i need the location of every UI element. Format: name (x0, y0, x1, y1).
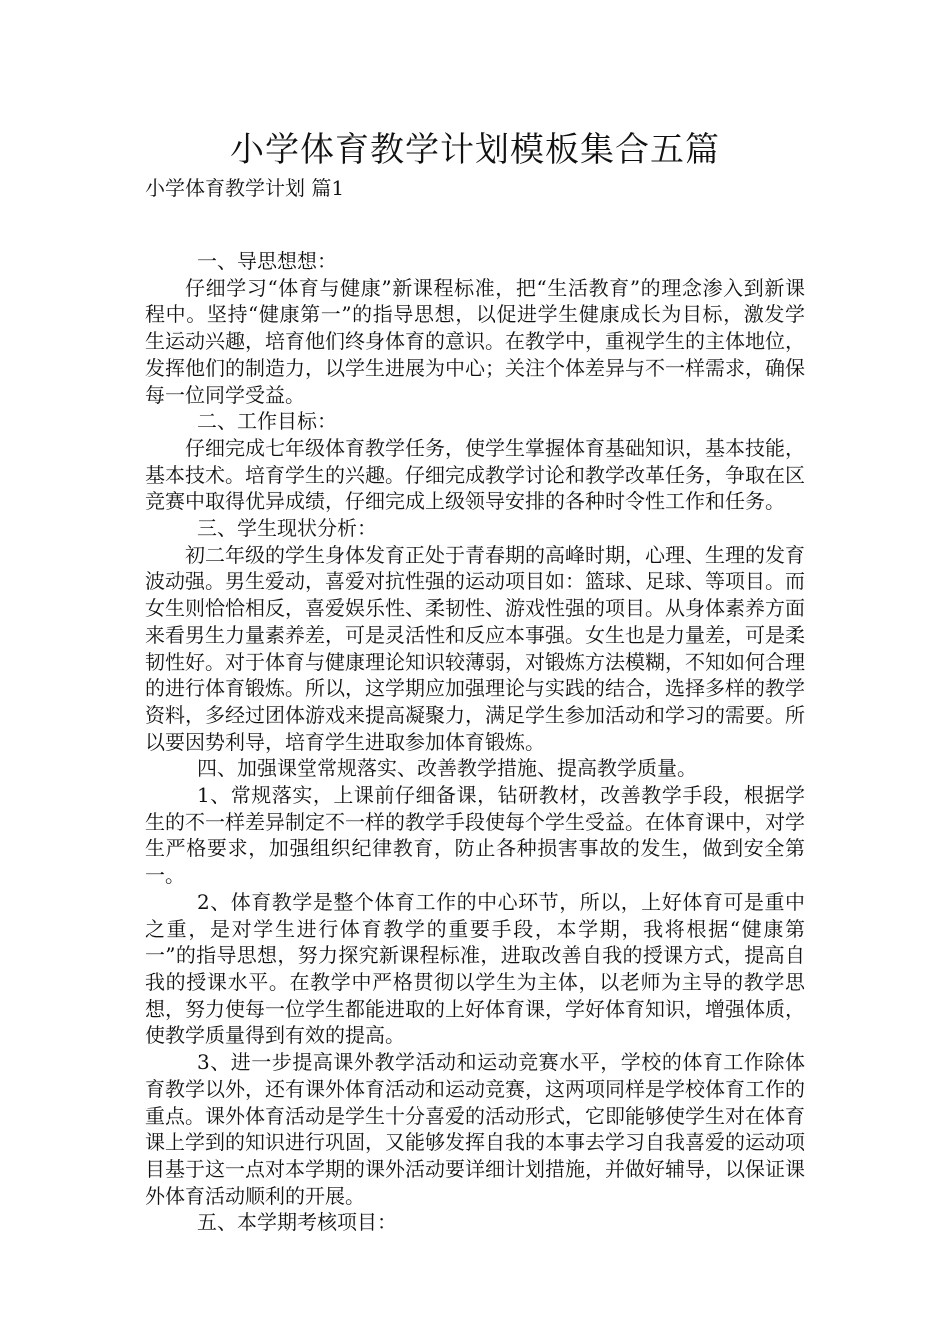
paragraph-guiding-ideology: 仔细学习“体育与健康”新课程标准，把“生活教育”的理念渗入到新课程中。坚持“健康第一”的指导思想，以促进学生健康成长为目标，激发学生运动兴趣，培育他们终身体育的意识。在教学中，重视学生的主体地位，发挥他们的制造力，以学生进展为中心；关注个体差异与不一样需求，确保每一位同学受益。 (145, 275, 805, 407)
section-heading-guiding-ideology: 一、导思想想： (197, 249, 337, 273)
section-heading-student-analysis: 三、学生现状分析： (197, 516, 377, 541)
paragraph-item-3: 3、进一步提高课外教学活动和运动竞赛水平，学校的体育工作除体育教学以外，还有课外体育活动和运动竞赛，这两项同样是学校体育工作的重点。课外体育活动是学生十分喜爱的活动形式，它即能够使学生对在体育课上学到的知识进行巩固，又能够发挥自我的本事去学习自我喜爱的运动项目基于这一点对本学期的课外活动要详细计划措施，并做好辅导，以保证课外体育活动顺利的开展。 (145, 1050, 805, 1208)
document-body (145, 248, 805, 1236)
document-title: 小学体育教学计划模板集合五篇 (230, 130, 720, 170)
document-subtitle: 小学体育教学计划 篇1 (145, 176, 345, 200)
paragraph-item-1: 1、常规落实，上课前仔细备课，钻研教材，改善教学手段，根据学生的不一样差异制定不一样的教学手段使每个学生受益。在体育课中，对学生严格要求，加强组织纪律教育，防止各种损害事故的发生，做到安全第一。 (145, 783, 805, 888)
paragraph-student-analysis: 初二年级的学生身体发育正处于青春期的高峰时期，心理、生理的发育波动强。男生爱动，喜爱对抗性强的运动项目如：篮球、足球、等项目。而女生则恰恰相反，喜爱娱乐性、柔韧性、游戏性强的项目。从身体素养方面来看男生力量素养差，可是灵活性和反应本事强。女生也是力量差，可是柔韧性好。对于体育与健康理论知识较薄弱，对锻炼方法模糊，不知如何合理的进行体育锻炼。所以，这学期应加强理论与实践的结合，选择多样的教学资料，多经过团体游戏来提高凝聚力，满足学生参加活动和学习的需要。所以要因势利导，培育学生进取参加体育锻炼。 (145, 542, 805, 754)
paragraph-work-goals: 仔细完成七年级体育教学任务，使学生掌握体育基础知识，基本技能，基本技术。培育学生的兴趣。仔细完成教学讨论和教学改革任务，争取在区竞赛中取得优异成绩，仔细完成上级领导安排的各种时令性工作和任务。 (145, 435, 805, 514)
section-heading-classroom-routine: 四、加强课堂常规落实、改善教学措施、提高教学质量。 (197, 756, 697, 781)
paragraph-item-2: 2、体育教学是整个体育工作的中心环节，所以，上好体育可是重中之重，是对学生进行体育教学的重要手段，本学期，我将根据“健康第一”的指导思想，努力探究新课程标准，进取改善自我的授课方式，提高自我的授课水平。在教学中严格贯彻以学生为主体，以老师为主导的教学思想，努力使每一位学生都能进取的上好体育课，学好体育知识，增强体质，使教学质量得到有效的提高。 (145, 889, 805, 1048)
section-heading-assessment: 五、本学期考核项目： (197, 1210, 397, 1235)
section-heading-work-goals: 二、工作目标： (197, 409, 337, 434)
